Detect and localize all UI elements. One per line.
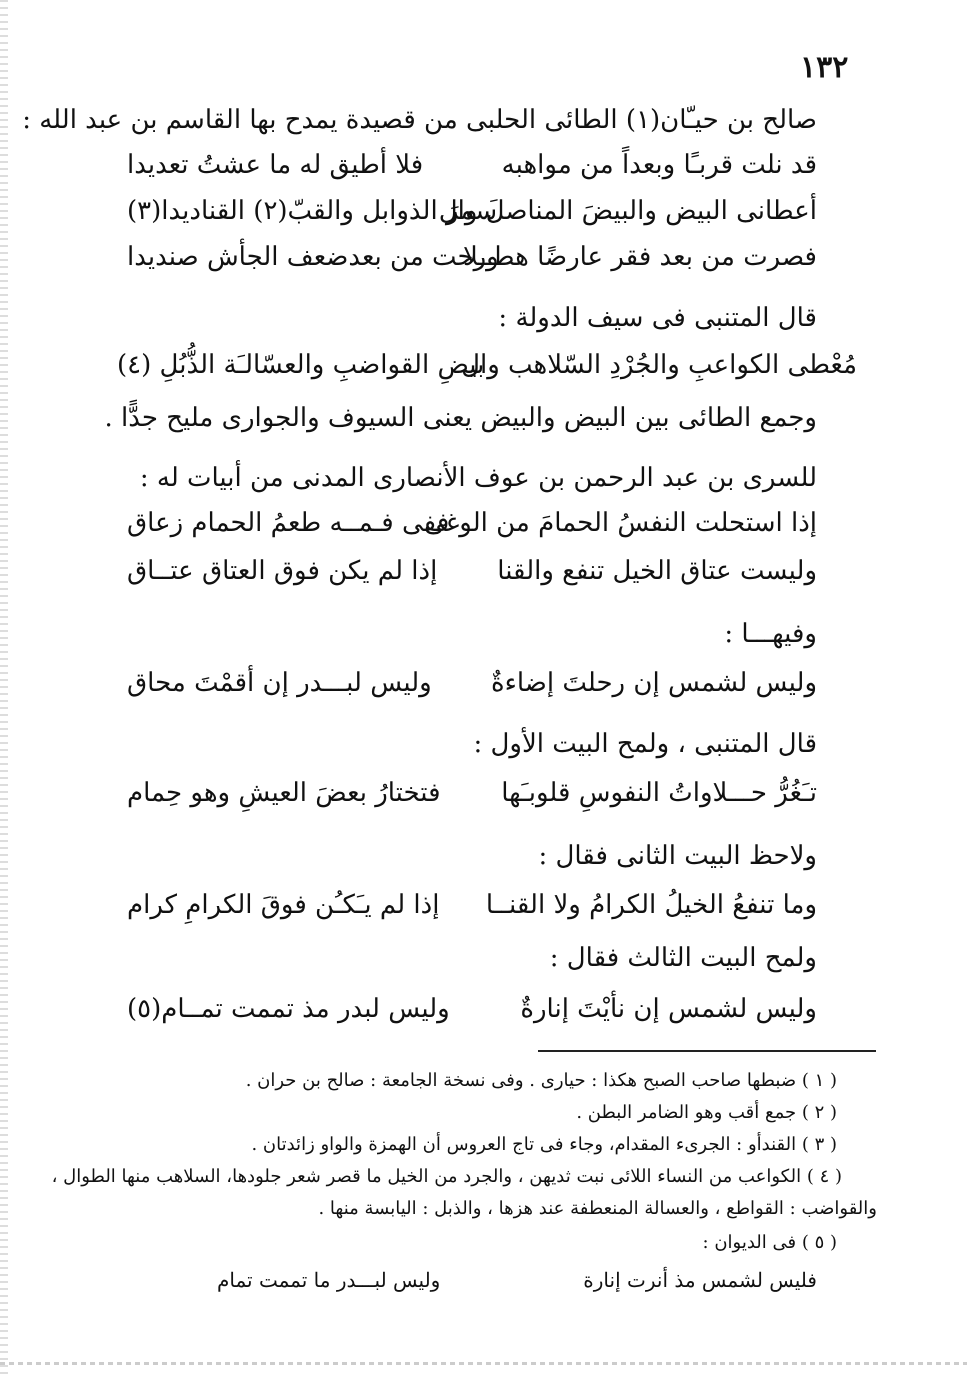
intro-fiha: وفيهـــا : <box>724 619 817 649</box>
footnote-separator <box>538 1050 876 1052</box>
hemistich-first: وما تنفعُ الخيلُ الكرامُ ولا القنــا <box>485 890 817 920</box>
page-number: ١٣٢ <box>800 50 849 85</box>
verse-2 <box>127 196 817 236</box>
verse-sari-3 <box>127 668 817 708</box>
hemistich-second: إذا لم يـَكـُن فوقَ الكرامِ كرام <box>127 890 440 920</box>
hemistich-second: وليس لبدر مذ تممت تمــام(٥) <box>127 994 450 1024</box>
scan-edge-left <box>0 0 8 1376</box>
footnote-3: ( ٣ ) القندأو : الجرىء المقدام، وجاء فى تاج العروس أن الهمزة والواو زائدتان . <box>251 1134 837 1155</box>
hemistich-second: وليس لبـــدر ما تممت تمام <box>217 1268 441 1292</box>
hemistich-first: أعطانى البيض والبيضَ المناصلَ وال <box>438 196 817 226</box>
hemistich-first: إذا استحلت النفسُ الحمامَ من الوغى <box>424 508 817 538</box>
hemistich-second: فلا أطيق له ما عشتُ تعديدا <box>127 150 424 180</box>
footnote-4-continued: والقواضب : القواطع ، والعسالة المنعطفة عند هزها ، والذبل : اليابسة منها . <box>318 1198 877 1219</box>
hemistich-first: وليس لشمس إن رحلتَ إضاءةٌ <box>491 668 817 698</box>
hemistich-first: وليس لشمس إن نأيْتَ إنارةٌ <box>520 994 817 1024</box>
verse-mutanabbi-4 <box>127 994 817 1034</box>
intro-mutanabbi-1: قال المتنبى فى سيف الدولة : <box>498 303 817 333</box>
verse-sari-2 <box>127 556 817 596</box>
footnote-verse <box>217 1268 817 1298</box>
commentary-tai: وجمع الطائى بين البيض والبيض يعنى السيوف والجوارى مليح جدًّا . <box>104 403 817 433</box>
scan-edge-bottom <box>0 1362 967 1365</box>
verse-1 <box>127 150 817 190</box>
hemistich-first: قد نلت قربـًا وبعداً من مواهبه <box>501 150 817 180</box>
hemistich-second: ورحت من بعدضعف الجأش صنديدا <box>127 242 499 272</box>
hemistich-first: فليس لشمس مذ أنرت إنارة <box>583 1268 817 1292</box>
intro-sari: للسرى بن عبد الرحمن بن عوف الأنصارى المدنى من أبيات له : <box>139 463 817 493</box>
hemistich-second: إذا لم يكن فوق العتاق عتــاق <box>127 556 438 586</box>
footnote-2: ( ٢ ) جمع أقب وهو الضامر البطن . <box>576 1102 837 1123</box>
hemistich-second: ففى فـمــه طعمُ الحمام زعاق <box>127 508 450 538</box>
hemistich-first: تـَغُرُّ حـــلاواتُ النفوسِ قلوبـَها <box>501 778 817 808</box>
intro-mutanabbi-2: قال المتنبى ، ولمح البيت الأول : <box>473 729 817 759</box>
footnote-4: ( ٤ ) الكواعب من النساء اللائى نبت ثديهن ، والجرد من الخيل ما قصر شعر جلودها، السلاهب منها الطوال ، <box>51 1166 842 1187</box>
intro-mutanabbi-4: ولمح البيت الثالث فقال : <box>549 943 817 973</box>
footnote-1: ( ١ ) ضبطها صاحب الصبح هكذا : حيارى . وفى نسخة الجامعة : صالح بن حران . <box>245 1070 837 1091</box>
verse-mutanabbi-2 <box>127 778 817 818</box>
hemistich-second: وليس لبـــدر إن أقمْتَ محاق <box>127 668 432 698</box>
hemistich-first: مُعْطى الكواعبِ والجُرْدِ السّلاهب وال <box>461 350 857 380</box>
hemistich-first: فصرت من بعد فقر عارضًا هطــلا <box>463 242 817 272</box>
verse-mutanabbi-3 <box>127 890 817 930</box>
verse-sari-1 <box>127 508 817 548</box>
footnote-5: ( ٥ ) فى الديوان : <box>702 1232 837 1253</box>
hemistich-second: سمرَ الذوابل والقبّ(٢) القناديدا(٣) <box>127 196 498 226</box>
verse-3 <box>127 242 817 282</box>
hemistich-second: فتختارُ بعضَ العيشِ وهو حِمام <box>127 778 441 808</box>
verse-mutanabbi-1 <box>117 350 857 390</box>
hemistich-second: بيضِ القواضبِ والعسّالـَة الذُّبُلِ (٤) <box>117 350 485 380</box>
intro-salih: صالح بن حيـّان(١) الطائى الحلبى من قصيدة يمدح بها القاسم بن عبد الله : <box>22 105 817 135</box>
hemistich-first: وليست عتاق الخيل تنفع والقنا <box>497 556 817 586</box>
intro-mutanabbi-3: ولاحظ البيت الثانى فقال : <box>538 841 817 871</box>
